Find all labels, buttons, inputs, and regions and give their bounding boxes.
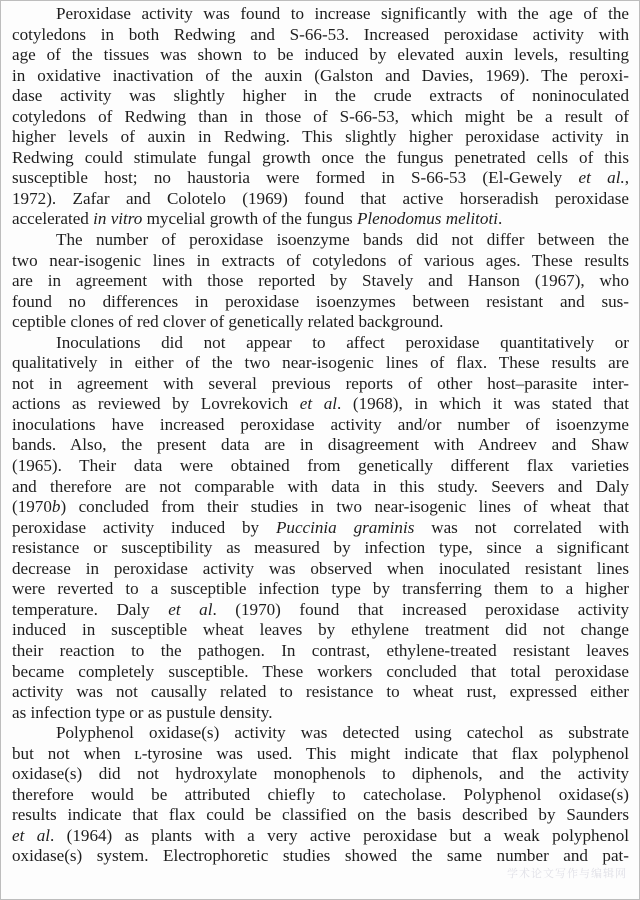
text-line: two near-isogenic lines in extracts of cotyledons of various ages. These results: [12, 250, 629, 270]
text-line: cotyledons in both Redwing and S-66-53. Increased peroxidase activity with: [12, 24, 629, 44]
text-line: as infection type or as pustule density.: [12, 702, 273, 722]
text-line: bands. Also, the present data are in disagreement with Andreev and Shaw: [12, 435, 629, 455]
paragraph: [12, 333, 629, 723]
text-line: therefore would be attributed chiefly to catecholase. Polyphenol oxidase(s): [12, 784, 629, 804]
text-line: et al. (1964) as plants with a very active peroxidase but a weak polyphenol: [12, 825, 629, 845]
text-line: cotyledons of Redwing than in those of S-66-53, which might be a result of: [12, 106, 629, 126]
text-line: in oxidative inactivation of the auxin (Galston and Davies, 1969). The peroxi-: [12, 65, 629, 85]
text-line: found no differences in peroxidase isoenzymes between resistant and sus-: [12, 291, 629, 311]
text-line: (1970b) concluded from their studies in two near-isogenic lines of wheat that: [12, 497, 629, 517]
text-line: results indicate that flax could be classified on the basis described by Saunders: [12, 805, 629, 825]
text-line: not in agreement with several previous reports of other host–parasite inter-: [12, 373, 629, 393]
text-line: ceptible clones of red clover of genetically related background.: [12, 312, 444, 332]
text-line: Inoculations did not appear to affect peroxidase quantitatively or: [56, 332, 629, 352]
text-line: Polyphenol oxidase(s) activity was detected using catechol as substrate: [56, 723, 629, 743]
text-line: Peroxidase activity was found to increase significantly with the age of the: [56, 4, 629, 23]
text-line: The number of peroxidase isoenzyme bands did not differ between the: [56, 230, 629, 250]
text-line: 1972). Zafar and Colotelo (1969) found that active horseradish peroxidase: [12, 188, 629, 208]
text-line: are in agreement with those reported by Stavely and Hanson (1967), who: [12, 271, 629, 291]
text-line: were reverted to a susceptible infection type by transferring them to a higher: [12, 579, 629, 599]
text-line: accelerated in vitro mycelial growth of the fungus Plenodomus melitoti.: [12, 209, 503, 229]
text-line: peroxidase activity induced by Puccinia graminis was not correlated with: [12, 517, 629, 537]
text-line: oxidase(s) did not hydroxylate monophenols to diphenols, and the activity: [12, 764, 629, 784]
text-line: activity was not causally related to resistance to wheat rust, expressed either: [12, 682, 629, 702]
text-line: susceptible host; no haustoria were formed in S-66-53 (El-Gewely et al.,: [12, 168, 629, 188]
text-line: became completely susceptible. These workers concluded that total peroxidase: [12, 661, 629, 681]
text-line: induced in susceptible wheat leaves by ethylene treatment did not change: [12, 620, 629, 640]
text-line: and therefore are not comparable with data in this study. Seevers and Daly: [12, 476, 629, 496]
watermark: 学术论文写作与编辑网: [507, 867, 627, 880]
text-line: dase activity was slightly higher in the crude extracts of noninoculated: [12, 86, 629, 106]
paragraph: [12, 723, 629, 867]
text-line: their reaction to the pathogen. In contrast, ethylene-treated resistant leaves: [12, 640, 629, 660]
paragraph: [12, 230, 629, 333]
text-line: resistance or susceptibility as measured by infection type, since a significant: [12, 538, 629, 558]
text-line: inoculations have increased peroxidase activity and/or number of isoenzyme: [12, 414, 629, 434]
text-line: qualitatively in either of the two near-isogenic lines of flax. These results are: [12, 353, 629, 373]
text-line: higher levels of auxin in Redwing. This slightly higher peroxidase activity in: [12, 127, 629, 147]
text-line: (1965). Their data were obtained from genetically different flax varieties: [12, 456, 629, 476]
text-line: Redwing could stimulate fungal growth once the fungus penetrated cells of this: [12, 147, 629, 167]
body-text: [12, 4, 629, 867]
text-line: oxidase(s) system. Electrophoretic studies showed the same number and pat-: [12, 846, 629, 866]
text-line: temperature. Daly et al. (1970) found that increased peroxidase activity: [12, 599, 629, 619]
text-line: age of the tissues was shown to be induced by elevated auxin levels, resulting: [12, 45, 629, 65]
text-line: but not when ʟ-tyrosine was used. This might indicate that flax polyphenol: [12, 743, 629, 763]
text-line: actions as reviewed by Lovrekovich et al. (1968), in which it was stated that: [12, 394, 629, 414]
paragraph: [12, 4, 629, 230]
text-line: decrease in peroxidase activity was observed when inoculated resistant lines: [12, 558, 629, 578]
